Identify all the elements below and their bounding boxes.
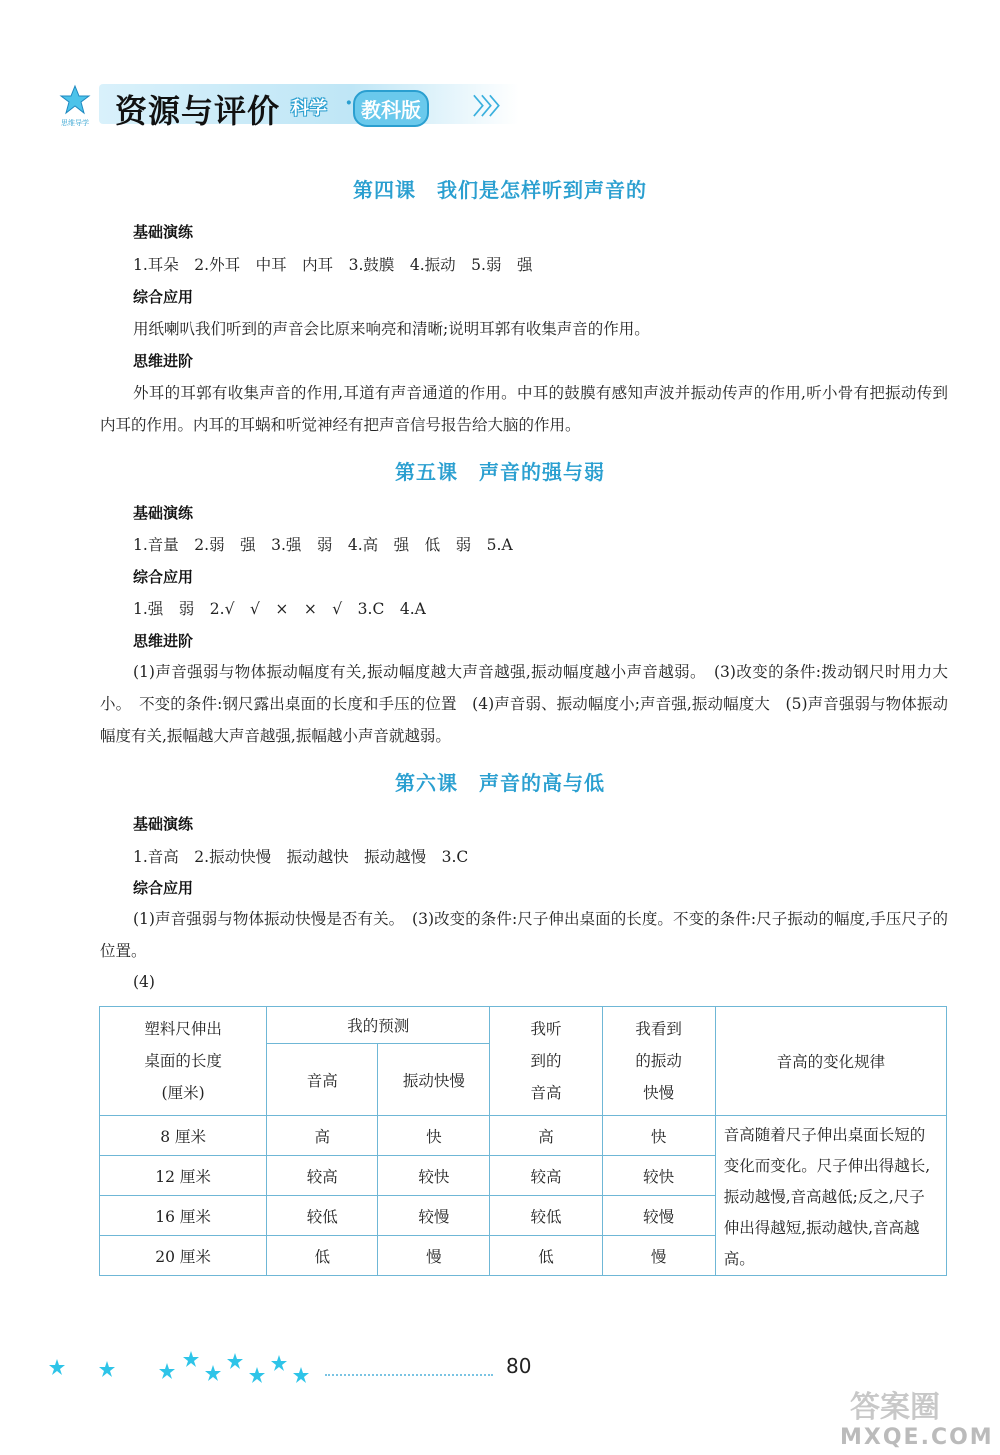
subject-label: 科学 [291,98,327,119]
cell-pred-speed: 慢 [378,1236,490,1276]
answer-line: 1.耳朵 2.外耳 中耳 内耳 3.鼓膜 4.振动 5.弱 强 [133,256,533,274]
header-prediction: 我的预测 [267,1007,490,1044]
page-header [55,78,525,136]
header-length [100,1007,267,1116]
book-title: 资源与评价 [115,92,281,130]
cell-pred-speed: 快 [378,1116,490,1156]
table-row [100,1116,947,1156]
cell-pred-pitch: 高 [267,1116,378,1156]
header-rule: 音高的变化规律 [715,1007,946,1116]
answer-line: (4) [133,973,155,991]
lesson-title: 第四课 我们是怎样听到声音的 [353,178,647,202]
section-heading: 思维进阶 [133,352,194,370]
star-icon [159,1363,175,1379]
star-icon [183,1351,199,1367]
edition-badge: 教科版 [353,90,429,127]
header-line: 的振动 [635,1052,682,1070]
cell-rule: 音高随着尺子伸出桌面长短的变化而变化。尺子伸出得越长,振动越慢,音高越低;反之,尺子伸出得越短,振动越快,音高越高。 [715,1116,946,1276]
section-heading: 综合应用 [133,879,194,897]
section-heading: 基础演练 [133,504,194,522]
footer-dotted-line [325,1374,493,1376]
header-line: 快慢 [643,1084,675,1102]
cell-length: 16 厘米 [100,1196,267,1236]
site-watermark [840,1385,994,1455]
section-heading: 综合应用 [133,568,194,586]
header-line: 到的 [530,1052,562,1070]
answer-line: 用纸喇叭我们听到的声音会比原来响亮和清晰;说明耳郭有收集声音的作用。 [133,320,650,338]
section-heading: 综合应用 [133,288,194,306]
star-icon [293,1367,309,1383]
header-seen [602,1007,715,1116]
svg-text:答案圈: 答案圈 [850,1390,940,1425]
section-heading: 思维进阶 [133,632,194,650]
section-heading: 基础演练 [133,223,194,241]
watermark-logo-icon [840,1385,990,1425]
answer-line: 1.音量 2.弱 强 3.强 弱 4.高 强 低 弱 5.A [133,536,513,554]
star-icon [49,1359,65,1375]
answer-paragraph: (1)声音强弱与物体振动快慢是否有关。 (3)改变的条件:尺子伸出桌面的长度。不变的条件:尺子振动的幅度,手压尺子的位置。 [100,910,948,960]
cell-heard: 较高 [490,1156,602,1196]
star-icon [205,1365,221,1381]
cell-seen: 较快 [602,1156,715,1196]
header-line: 我听 [530,1020,562,1038]
header-pred-speed: 振动快慢 [378,1044,490,1116]
logo-caption: 思维导学 [61,119,89,127]
header-heard [490,1007,602,1116]
cell-length: 20 厘米 [100,1236,267,1276]
cell-length: 12 厘米 [100,1156,267,1196]
watermark-text: MXQE.COM [840,1425,994,1450]
lesson-title: 第五课 声音的强与弱 [395,460,605,484]
cell-heard: 较低 [490,1196,602,1236]
cell-length: 8 厘米 [100,1116,267,1156]
header-line: 塑料尺伸出 [144,1020,222,1038]
cell-pred-pitch: 较低 [267,1196,378,1236]
star-icon [227,1353,243,1369]
page-number: 80 [506,1354,532,1378]
cell-pred-speed: 较快 [378,1156,490,1196]
header-line: 音高 [530,1084,562,1102]
answer-line: 1.强 弱 2.√ √ × × √ 3.C 4.A [133,600,426,618]
cell-heard: 低 [490,1236,602,1276]
lesson-title: 第六课 声音的高与低 [395,771,605,795]
cell-pred-pitch: 较高 [267,1156,378,1196]
answer-line: 1.音高 2.振动快慢 振动越快 振动越慢 3.C [133,848,469,866]
cell-pred-pitch: 低 [267,1236,378,1276]
answer-paragraph: 外耳的耳郭有收集声音的作用,耳道有声音通道的作用。中耳的鼓膜有感知声波并振动传声的作用,听小骨有把振动传到内耳的作用。内耳的耳蜗和听觉神经有把声音信号报告给大脑的作用。 [100,384,948,434]
publisher-logo [55,84,95,128]
cell-seen: 慢 [602,1236,715,1276]
decorative-stars-icon [45,1345,325,1395]
observation-table [99,1006,947,1276]
cell-heard: 高 [490,1116,602,1156]
header-line: (厘米) [161,1084,205,1102]
arrows-icon: 〉〉〉 [473,95,509,120]
star-icon [271,1355,287,1371]
cell-seen: 快 [602,1116,715,1156]
cell-seen: 较慢 [602,1196,715,1236]
star-logo-icon [59,84,91,116]
section-heading: 基础演练 [133,815,194,833]
separator-dot: · [345,90,353,116]
answer-paragraph: (1)声音强弱与物体振动幅度有关,振动幅度越大声音越强,振动幅度越小声音越弱。 (3)改变的条件:拨动钢尺时用力大小。 不变的条件:钢尺露出桌面的长度和手压的位置 (4)声音弱、振动幅度小;声音强,振动幅度大 (5)声音强弱与物体振动幅度有关,振幅越大声音越强,振幅越小声音就越弱。 [100,663,948,745]
header-line: 桌面的长度 [144,1052,222,1070]
star-icon [249,1367,265,1383]
star-icon [99,1361,115,1377]
cell-pred-speed: 较慢 [378,1196,490,1236]
header-line: 我看到 [635,1020,682,1038]
header-pred-pitch: 音高 [267,1044,378,1116]
